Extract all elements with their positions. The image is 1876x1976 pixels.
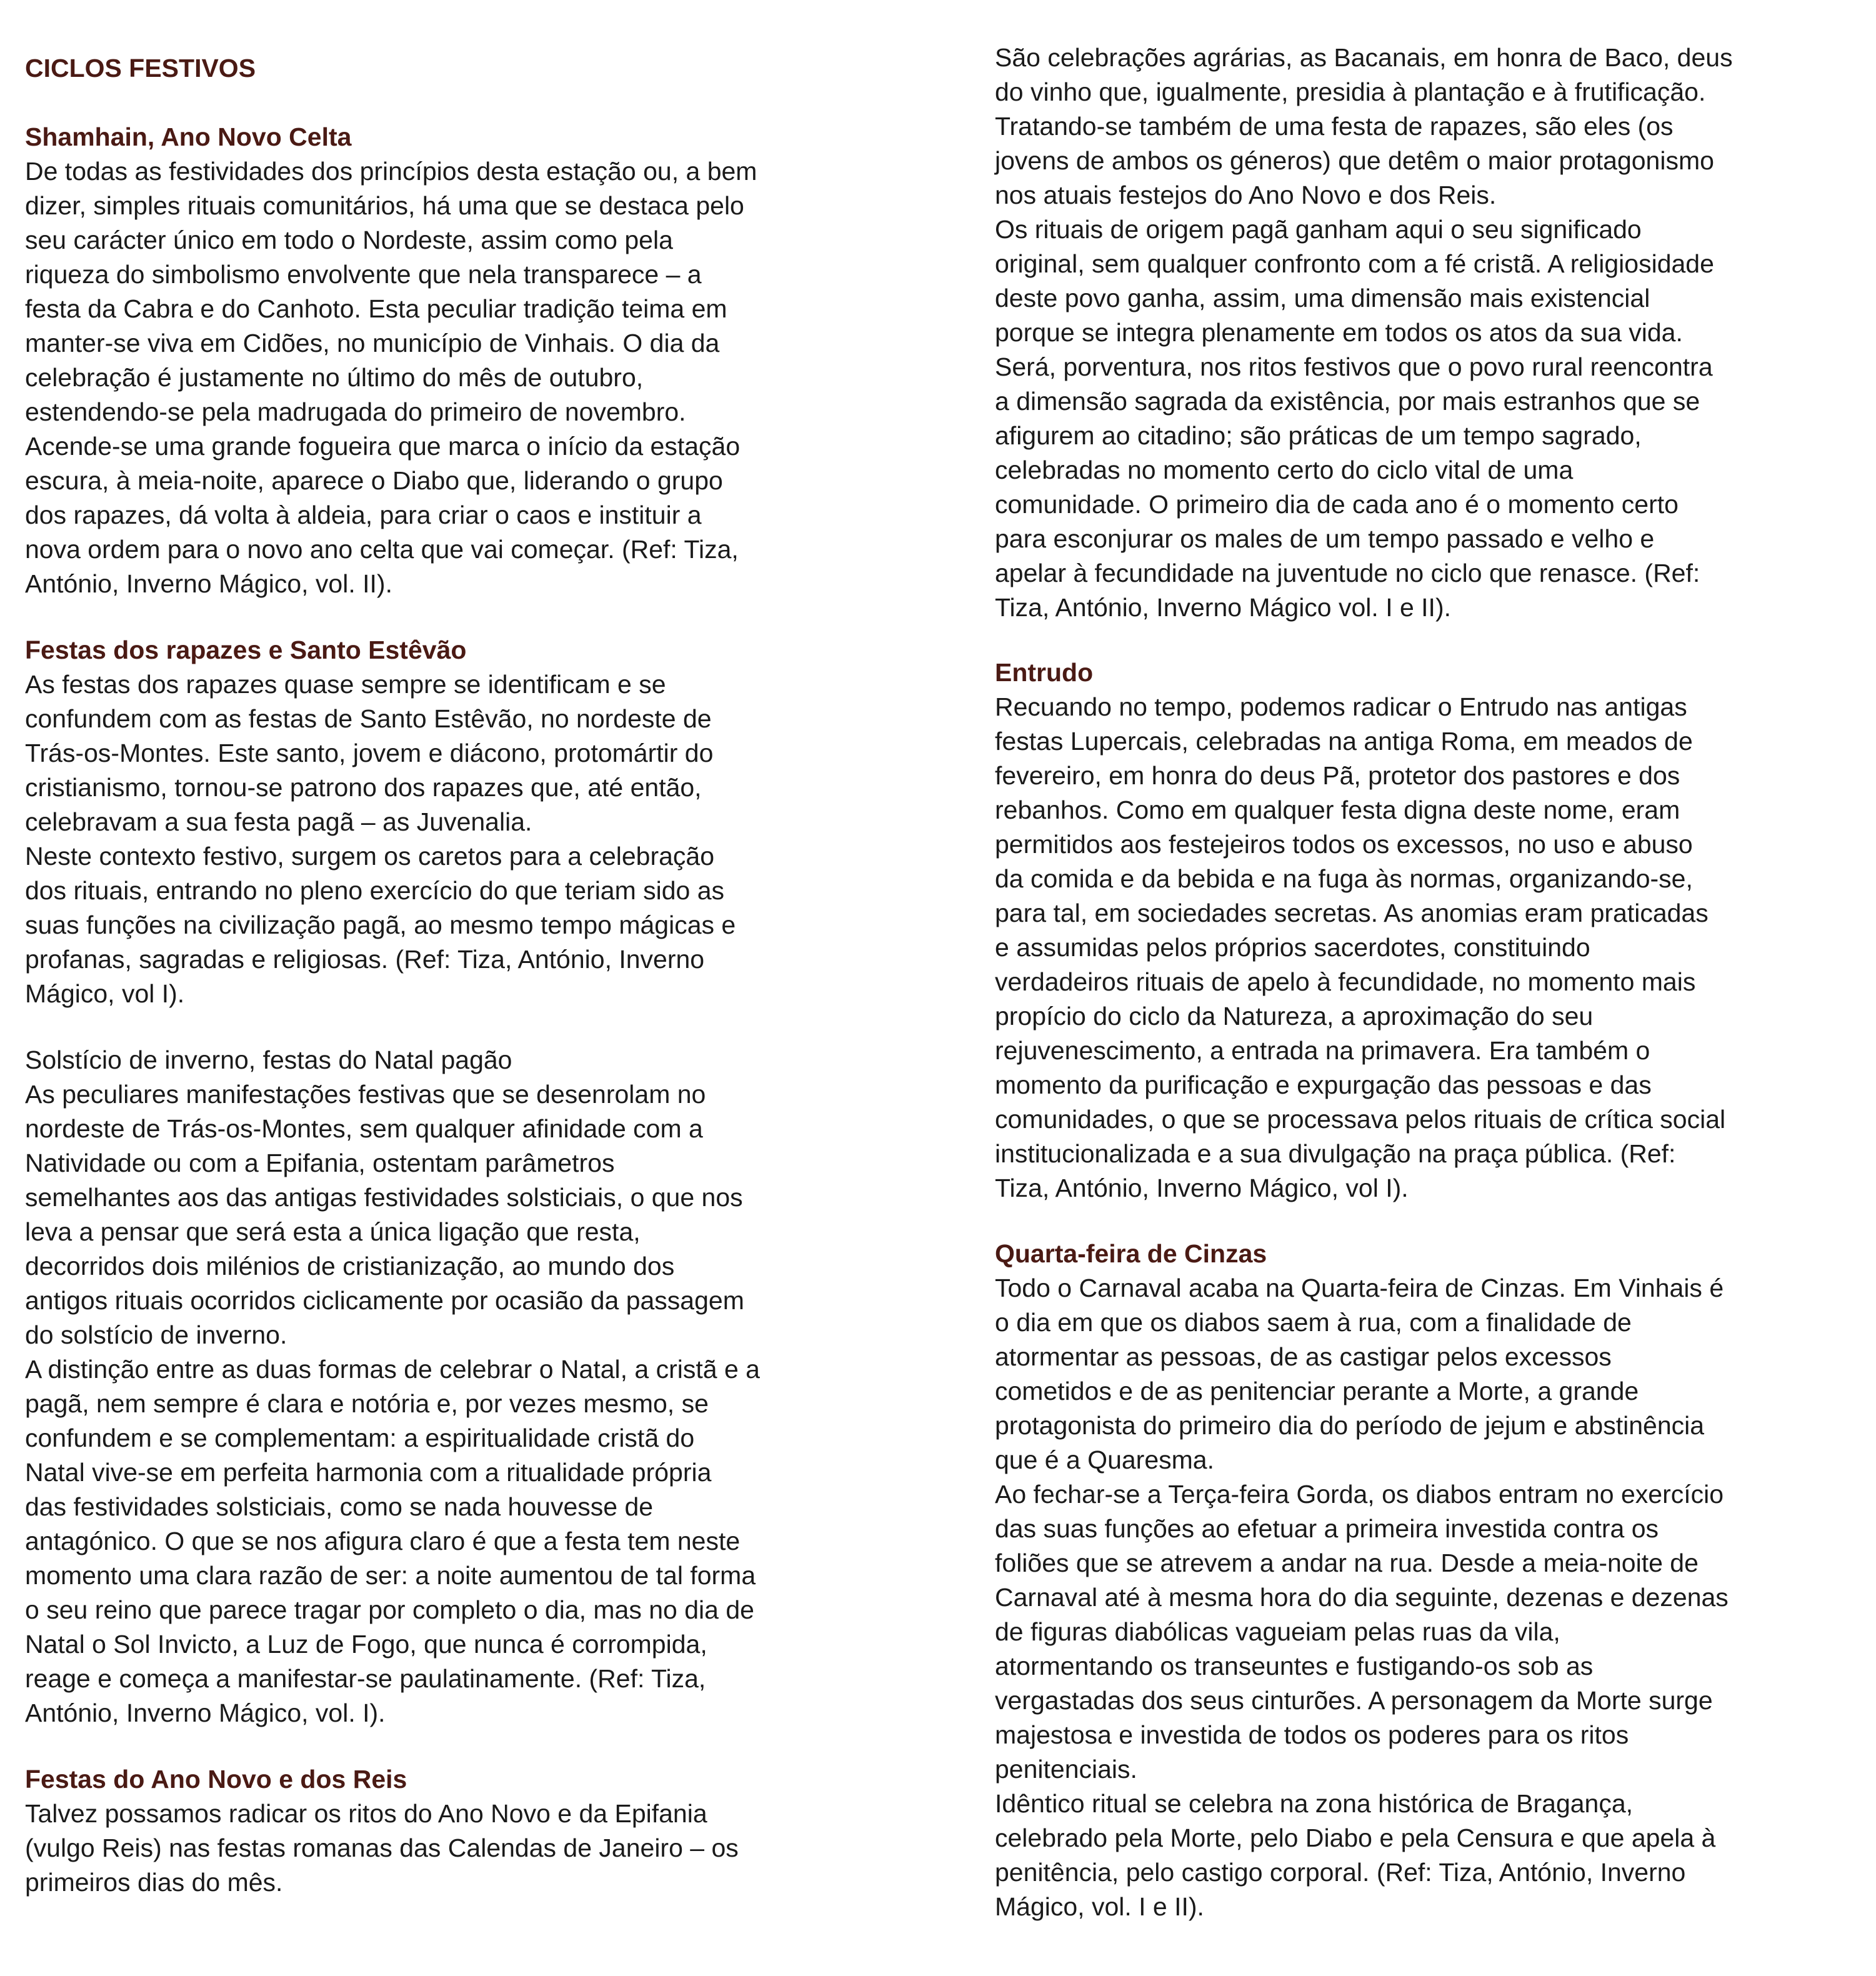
paragraph-line: Tiza, António, Inverno Mágico vol. I e II). bbox=[995, 593, 1451, 622]
paragraph-line: celebração é justamente no último do mês de outubro, bbox=[25, 363, 644, 392]
section-heading: Entrudo bbox=[995, 658, 1094, 687]
paragraph-line: Idêntico ritual se celebra na zona histórica de Bragança, bbox=[995, 1789, 1634, 1818]
paragraph-line: celebradas no momento certo do ciclo vital de uma bbox=[995, 456, 1574, 484]
paragraph-line: institucionalizada e a sua divulgação na praça pública. (Ref: bbox=[995, 1139, 1676, 1168]
paragraph-line: jovens de ambos os géneros) que detêm o maior protagonismo bbox=[995, 146, 1714, 175]
paragraph-line: leva a pensar que será esta a única ligação que resta, bbox=[25, 1217, 641, 1246]
paragraph-line: apelar à fecundidade na juventude no ciclo que renasce. (Ref: bbox=[995, 559, 1700, 587]
paragraph-line: comunidade. O primeiro dia de cada ano é o momento certo bbox=[995, 490, 1679, 519]
page-title: CICLOS FESTIVOS bbox=[25, 54, 256, 82]
paragraph-line: confundem e se complementam: a espiritualidade cristã do bbox=[25, 1424, 695, 1452]
paragraph-line: De todas as festividades dos princípios desta estação ou, a bem bbox=[25, 157, 757, 186]
paragraph-line: (vulgo Reis) nas festas romanas das Calendas de Janeiro – os bbox=[25, 1834, 739, 1862]
paragraph-line: Neste contexto festivo, surgem os caretos para a celebração bbox=[25, 842, 715, 871]
section-heading: Shamhain, Ano Novo Celta bbox=[25, 122, 352, 151]
paragraph-line: As peculiares manifestações festivas que se desenrolam no bbox=[25, 1080, 706, 1109]
paragraph-line: António, Inverno Mágico, vol. II). bbox=[25, 569, 392, 598]
paragraph-line: do vinho que, igualmente, presidia à plantação e à frutificação. bbox=[995, 77, 1706, 106]
paragraph-line: Carnaval até à mesma hora do dia seguinte, dezenas e dezenas bbox=[995, 1583, 1729, 1612]
paragraph-line: Todo o Carnaval acaba na Quarta-feira de Cinzas. Em Vinhais é bbox=[995, 1274, 1724, 1302]
paragraph-line: Mágico, vol. I e II). bbox=[995, 1892, 1204, 1921]
paragraph-line: decorridos dois milénios de cristianização, ao mundo dos bbox=[25, 1252, 675, 1280]
paragraph-line: Ao fechar-se a Terça-feira Gorda, os diabos entram no exercício bbox=[995, 1480, 1724, 1509]
section-heading: Festas do Ano Novo e dos Reis bbox=[25, 1765, 407, 1794]
paragraph-line: seu carácter único em todo o Nordeste, assim como pela bbox=[25, 226, 673, 254]
paragraph-line: reage e começa a manifestar-se paulatinamente. (Ref: Tiza, bbox=[25, 1664, 706, 1693]
paragraph-line: primeiros dias do mês. bbox=[25, 1868, 283, 1897]
paragraph-line: Talvez possamos radicar os ritos do Ano Novo e da Epifania bbox=[25, 1799, 707, 1828]
paragraph-line: profanas, sagradas e religiosas. (Ref: Tiza, António, Inverno bbox=[25, 945, 705, 974]
paragraph-line: São celebrações agrárias, as Bacanais, em honra de Baco, deus bbox=[995, 43, 1733, 72]
paragraph-line: As festas dos rapazes quase sempre se identificam e se bbox=[25, 670, 666, 699]
paragraph-line: Acende-se uma grande fogueira que marca o início da estação bbox=[25, 432, 741, 461]
section-heading: Festas dos rapazes e Santo Estêvão bbox=[25, 636, 467, 664]
paragraph-line: Os rituais de origem pagã ganham aqui o seu significado bbox=[995, 215, 1642, 244]
paragraph-line: nos atuais festejos do Ano Novo e dos Reis. bbox=[995, 181, 1497, 209]
paragraph-line: das festividades solsticiais, como se nada houvesse de bbox=[25, 1492, 654, 1521]
paragraph-line: celebrado pela Morte, pelo Diabo e pela Censura e que apela à bbox=[995, 1824, 1716, 1852]
paragraph-line: nova ordem para o novo ano celta que vai começar. (Ref: Tiza, bbox=[25, 535, 739, 564]
paragraph-line: António, Inverno Mágico, vol. I). bbox=[25, 1699, 386, 1727]
paragraph-line: o dia em que os diabos saem à rua, com a finalidade de bbox=[995, 1308, 1632, 1337]
paragraph-line: celebravam a sua festa pagã – as Juvenalia. bbox=[25, 807, 532, 836]
paragraph-line: atormentar as pessoas, de as castigar pelos excessos bbox=[995, 1342, 1612, 1371]
paragraph-line: confundem com as festas de Santo Estêvão, no nordeste de bbox=[25, 704, 712, 733]
paragraph-line: cometidos e de as penitenciar perante a Morte, a grande bbox=[995, 1377, 1639, 1405]
paragraph-line: pagã, nem sempre é clara e notória e, por vezes mesmo, se bbox=[25, 1389, 709, 1418]
paragraph-line: comunidades, o que se processava pelos rituais de crítica social bbox=[995, 1105, 1726, 1134]
paragraph-line: do solstício de inverno. bbox=[25, 1320, 287, 1349]
paragraph-line: a dimensão sagrada da existência, por mais estranhos que se bbox=[995, 387, 1700, 416]
paragraph-line: rejuvenescimento, a entrada na primavera. Era também o bbox=[995, 1036, 1650, 1065]
paragraph-line: das suas funções ao efetuar a primeira investida contra os bbox=[995, 1514, 1659, 1543]
paragraph-line: Recuando no tempo, podemos radicar o Entrudo nas antigas bbox=[995, 692, 1687, 721]
paragraph-line: estendendo-se pela madrugada do primeiro de novembro. bbox=[25, 397, 686, 426]
paragraph-line: verdadeiros rituais de apelo à fecundidade, no momento mais bbox=[995, 967, 1696, 996]
paragraph-line: cristianismo, tornou-se patrono dos rapazes que, até então, bbox=[25, 773, 702, 802]
paragraph-line: o seu reino que parece tragar por completo o dia, mas no dia de bbox=[25, 1595, 754, 1624]
paragraph-line: para tal, em sociedades secretas. As anomias eram praticadas bbox=[995, 899, 1709, 927]
paragraph-line: dizer, simples rituais comunitários, há uma que se destaca pelo bbox=[25, 191, 744, 220]
paragraph-line: atormentando os transeuntes e fustigando-os sob as bbox=[995, 1652, 1594, 1680]
paragraph-line: e assumidas pelos próprios sacerdotes, constituindo bbox=[995, 933, 1590, 962]
paragraph-line: riqueza do simbolismo envolvente que nela transparece – a bbox=[25, 260, 702, 289]
section-heading: Quarta-feira de Cinzas bbox=[995, 1239, 1267, 1268]
paragraph-line: penitenciais. bbox=[995, 1755, 1137, 1784]
paragraph-line: fevereiro, em honra do deus Pã, protetor dos pastores e dos bbox=[995, 761, 1680, 790]
paragraph-line: majestosa e investida de todos os poderes para os ritos bbox=[995, 1720, 1629, 1749]
paragraph-line: vergastadas dos seus cinturões. A personagem da Morte surge bbox=[995, 1686, 1713, 1715]
paragraph-line: manter-se viva em Cidões, no município de Vinhais. O dia da bbox=[25, 329, 720, 357]
paragraph-line: para esconjurar os males de um tempo passado e velho e bbox=[995, 524, 1655, 553]
paragraph-line: Tratando-se também de uma festa de rapazes, são eles (os bbox=[995, 112, 1674, 141]
paragraph-line: afigurem ao citadino; são práticas de um tempo sagrado, bbox=[995, 421, 1642, 450]
section-heading: Solstício de inverno, festas do Natal pagão bbox=[25, 1045, 512, 1074]
paragraph-line: Mágico, vol I). bbox=[25, 979, 185, 1008]
paragraph-line: festas Lupercais, celebradas na antiga Roma, em meados de bbox=[995, 727, 1693, 756]
paragraph-line: original, sem qualquer confronto com a fé cristã. A religiosidade bbox=[995, 249, 1714, 278]
paragraph-line: Natal o Sol Invicto, a Luz de Fogo, que nunca é corrompida, bbox=[25, 1630, 707, 1659]
paragraph-line: momento uma clara razão de ser: a noite aumentou de tal forma bbox=[25, 1561, 756, 1590]
paragraph-line: Será, porventura, nos ritos festivos que o povo rural reencontra bbox=[995, 352, 1713, 381]
paragraph-line: festa da Cabra e do Canhoto. Esta peculiar tradição teima em bbox=[25, 294, 727, 323]
paragraph-line: foliões que se atrevem a andar na rua. Desde a meia-noite de bbox=[995, 1549, 1699, 1577]
paragraph-line: momento da purificação e expurgação das pessoas e das bbox=[995, 1070, 1652, 1099]
paragraph-line: deste povo ganha, assim, uma dimensão mais existencial bbox=[995, 284, 1650, 312]
paragraph-line: dos rituais, entrando no pleno exercício do que teriam sido as bbox=[25, 876, 725, 905]
paragraph-line: nordeste de Trás-os-Montes, sem qualquer afinidade com a bbox=[25, 1114, 703, 1143]
paragraph-line: Natal vive-se em perfeita harmonia com a ritualidade própria bbox=[25, 1458, 712, 1487]
paragraph-line: protagonista do primeiro dia do período de jejum e abstinência bbox=[995, 1411, 1705, 1440]
paragraph-line: escura, à meia-noite, aparece o Diabo que, liderando o grupo bbox=[25, 466, 723, 495]
paragraph-line: da comida e da bebida e na fuga às normas, organizando-se, bbox=[995, 864, 1693, 893]
paragraph-line: A distinção entre as duas formas de celebrar o Natal, a cristã e a bbox=[25, 1355, 760, 1384]
paragraph-line: porque se integra plenamente em todos os atos da sua vida. bbox=[995, 318, 1683, 347]
paragraph-line: Natividade ou com a Epifania, ostentam parâmetros bbox=[25, 1149, 615, 1177]
paragraph-line: semelhantes aos das antigas festividades solsticiais, o que nos bbox=[25, 1183, 743, 1212]
paragraph-line: propício do ciclo da Natureza, a aproximação do seu bbox=[995, 1002, 1594, 1030]
paragraph-line: dos rapazes, dá volta à aldeia, para criar o caos e instituir a bbox=[25, 501, 702, 529]
paragraph-line: de figuras diabólicas vagueiam pelas ruas da vila, bbox=[995, 1617, 1560, 1646]
paragraph-line: Trás-os-Montes. Este santo, jovem e diácono, protomártir do bbox=[25, 739, 714, 767]
paragraph-line: antagónico. O que se nos afigura claro é que a festa tem neste bbox=[25, 1527, 741, 1555]
paragraph-line: penitência, pelo castigo corporal. (Ref: Tiza, António, Inverno bbox=[995, 1858, 1686, 1887]
paragraph-line: antigos rituais ocorridos ciclicamente por ocasião da passagem bbox=[25, 1286, 744, 1315]
paragraph-line: permitidos aos festejeiros todos os excessos, no uso e abuso bbox=[995, 830, 1693, 859]
paragraph-line: que é a Quaresma. bbox=[995, 1445, 1214, 1474]
paragraph-line: suas funções na civilização pagã, ao mesmo tempo mágicas e bbox=[25, 911, 736, 939]
paragraph-line: rebanhos. Como em qualquer festa digna deste nome, eram bbox=[995, 796, 1680, 824]
paragraph-line: Tiza, António, Inverno Mágico, vol I). bbox=[995, 1174, 1409, 1202]
